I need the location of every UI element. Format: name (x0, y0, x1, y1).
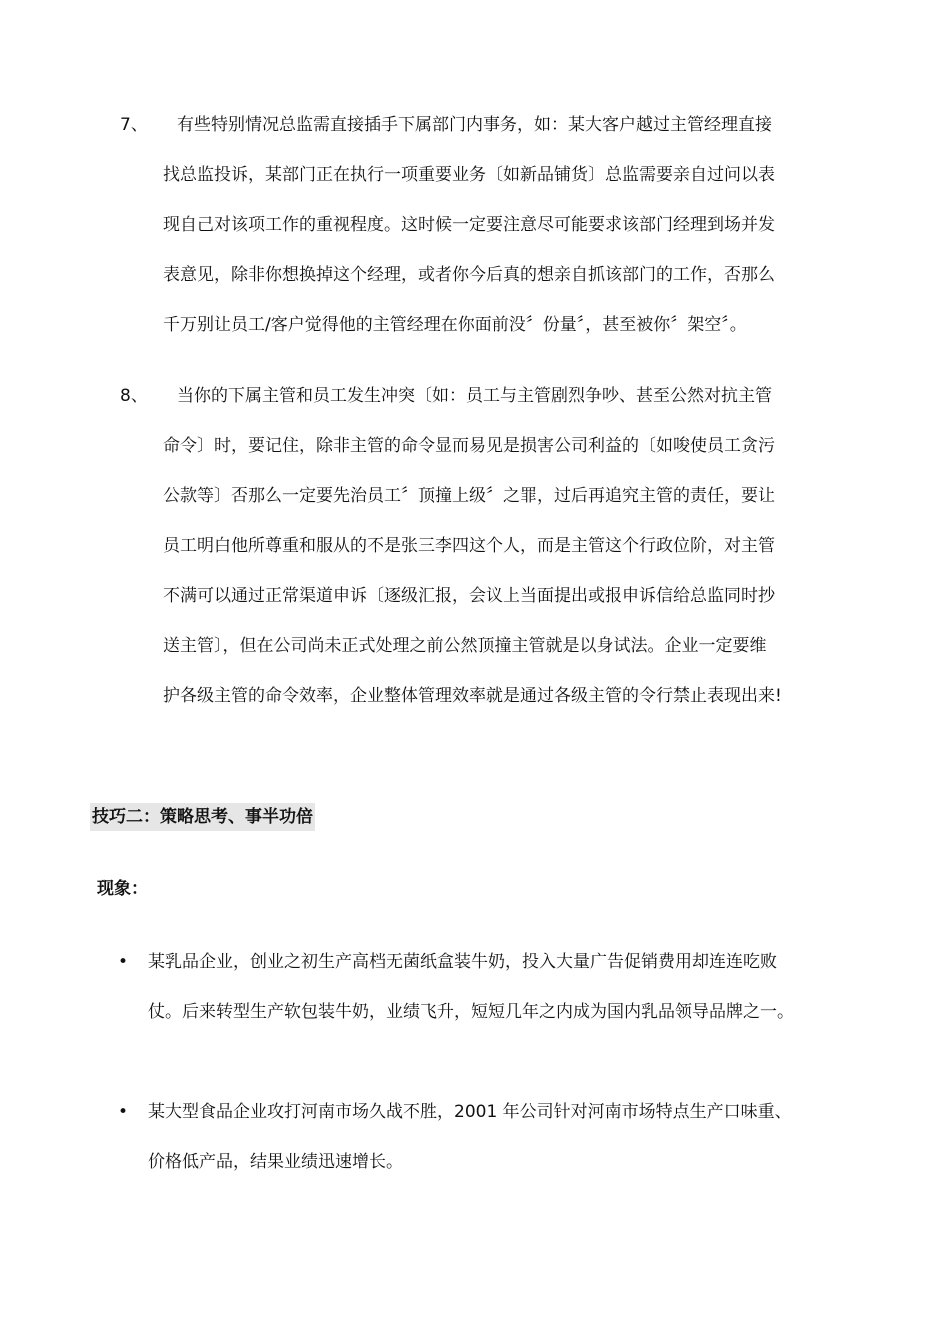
item-text (163, 371, 883, 721)
text-line: 不满可以通过正常渠道申诉〔逐级汇报，会议上当面提出或报申诉信给总监同时抄 (163, 586, 775, 606)
subheading: 现象： (97, 879, 148, 899)
text-line: 现自己对该项工作的重视程度。这时候一定要注意尽可能要求该部门经理到场并发 (163, 215, 775, 235)
text-line: 某乳品企业，创业之初生产高档无菌纸盒装牛奶，投入大量广告促销费用却连连吃败 (148, 952, 777, 972)
bullet-text (148, 1087, 888, 1187)
bullet-icon: • (118, 1102, 129, 1122)
text-line: 护各级主管的命令效率，企业整体管理效率就是通过各级主管的令行禁止表现出来! (163, 686, 782, 706)
text-line: 表意见，除非你想换掉这个经理，或者你今后真的想亲自抓该部门的工作，否那么 (163, 265, 775, 285)
text-line: 找总监投诉，某部门正在执行一项重要业务〔如新品铺货〕总监需要亲自过问以表 (163, 165, 775, 185)
item-number: 8、 (120, 386, 148, 406)
text-line: 命令〕时，要记住，除非主管的命令显而易见是损害公司利益的〔如唆使员工贪污 (163, 436, 775, 456)
item-text (163, 100, 883, 350)
bullet-text (148, 937, 888, 1037)
text-line: 千万别让员工/客户觉得他的主管经理在你面前没〞份量〞，甚至被你〞架空〞。 (163, 315, 747, 335)
section-heading: 技巧二：策略思考、事半功倍 (90, 803, 315, 831)
text-line: 仗。后来转型生产软包装牛奶，业绩飞升，短短几年之内成为国内乳品领导品牌之一。 (148, 1002, 794, 1022)
item-number: 7、 (120, 115, 148, 135)
text-line: 送主管〕，但在公司尚未正式处理之前公然顶撞主管就是以身试法。企业一定要维 (163, 636, 767, 656)
bullet-icon: • (118, 952, 129, 972)
text-line: 员工明白他所尊重和服从的不是张三李四这个人，而是主管这个行政位阶，对主管 (163, 536, 775, 556)
text-line: 有些特别情况总监需直接插手下属部门内事务，如：某大客户越过主管经理直接 (177, 115, 772, 135)
text-line: 某大型食品企业攻打河南市场久战不胜，2001 年公司针对河南市场特点生产口味重、 (148, 1102, 792, 1122)
text-line: 当你的下属主管和员工发生冲突〔如：员工与主管剧烈争吵、甚至公然对抗主管 (177, 386, 772, 406)
text-line: 价格低产品，结果业绩迅速增长。 (148, 1152, 403, 1172)
text-line: 公款等〕否那么一定要先治员工〞顶撞上级〞之罪，过后再追究主管的责任，要让 (163, 486, 775, 506)
